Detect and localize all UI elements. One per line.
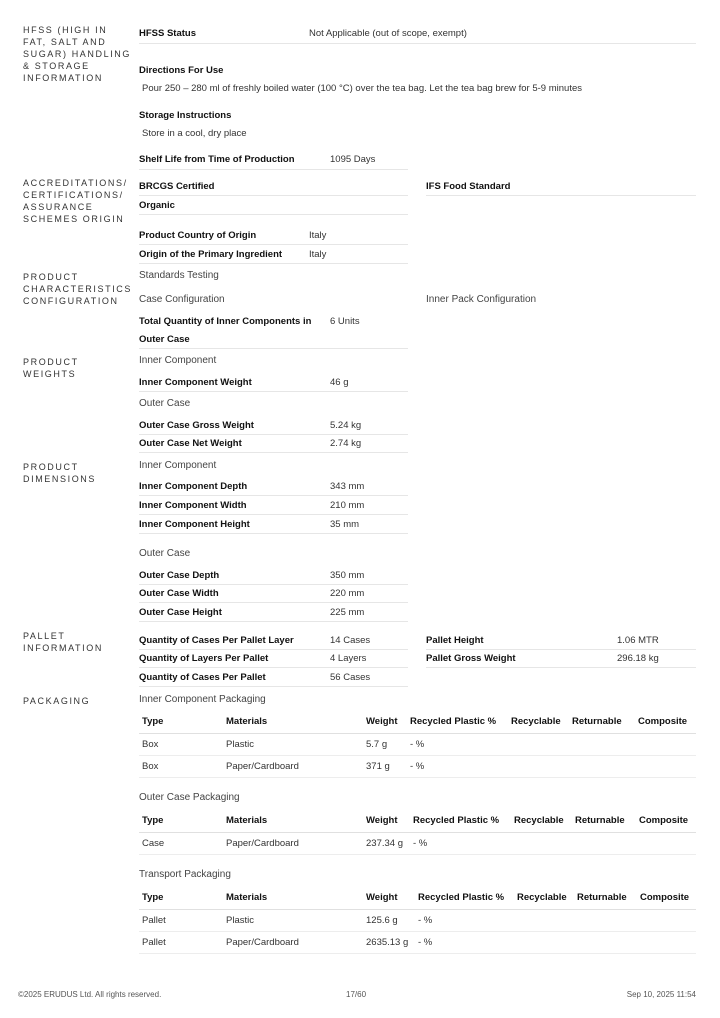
case-configuration-heading: Case Configuration xyxy=(139,294,225,305)
outer-width-label: Outer Case Width xyxy=(139,588,219,599)
col-recycled: Recycled Plastic % xyxy=(415,887,514,909)
col-materials: Materials xyxy=(223,711,363,733)
cell-type: Case xyxy=(139,832,223,854)
cases-per-pallet-value: 56 Cases xyxy=(330,672,371,683)
section-label-dimensions: PRODUCT DIMENSIONS xyxy=(23,462,97,484)
table-row xyxy=(139,733,696,755)
divider xyxy=(139,434,408,435)
cell-recycled: - % xyxy=(407,733,508,755)
pallet-height-value: 1.06 MTR xyxy=(617,635,659,646)
layers-per-pallet-value: 4 Layers xyxy=(330,653,367,664)
cell-weight: 125.6 g xyxy=(363,909,415,931)
cases-per-layer-label: Quantity of Cases Per Pallet Layer xyxy=(139,635,294,646)
cell-materials: Paper/Cardboard xyxy=(223,755,363,777)
col-composite: Composite xyxy=(636,810,696,832)
footer-date: Sep 10, 2025 11:54 xyxy=(626,990,696,999)
ifs-label: IFS Food Standard xyxy=(426,181,511,192)
inner-weight-value: 46 g xyxy=(330,377,349,388)
divider xyxy=(139,667,408,668)
col-returnable: Returnable xyxy=(574,887,637,909)
col-composite: Composite xyxy=(637,887,696,909)
col-type: Type xyxy=(139,810,223,832)
pallet-gross-weight-label: Pallet Gross Weight xyxy=(426,653,516,664)
brcgs-label: BRCGS Certified xyxy=(139,181,215,192)
inner-depth-label: Inner Component Depth xyxy=(139,481,248,492)
col-returnable: Returnable xyxy=(572,810,636,832)
col-recyclable: Recyclable xyxy=(511,810,572,832)
transport-packaging-heading: Transport Packaging xyxy=(139,869,231,880)
inner-width-label: Inner Component Width xyxy=(139,500,247,511)
cell-type: Pallet xyxy=(139,909,223,931)
inner-packaging-heading: Inner Component Packaging xyxy=(139,694,266,705)
pallet-height-label: Pallet Height xyxy=(426,635,484,646)
cell-recycled: - % xyxy=(415,931,514,953)
divider xyxy=(139,348,408,349)
pallet-gross-weight-value: 296.18 kg xyxy=(617,653,659,664)
section-label-hfss: HFSS (HIGH IN FAT, SALT AND SUGAR) HANDLING & STORAGE INFORMATION xyxy=(23,25,132,83)
inner-height-value: 35 mm xyxy=(330,519,360,530)
section-label-weights: PRODUCT WEIGHTS xyxy=(23,357,79,379)
divider xyxy=(139,43,696,44)
col-type: Type xyxy=(139,887,223,909)
cell-recycled: - % xyxy=(415,909,514,931)
outer-packaging-heading: Outer Case Packaging xyxy=(139,792,240,803)
layers-per-pallet-label: Quantity of Layers Per Pallet xyxy=(139,653,269,664)
cell-type: Box xyxy=(139,733,223,755)
col-materials: Materials xyxy=(223,887,363,909)
divider xyxy=(139,533,408,534)
col-weight: Weight xyxy=(363,711,407,733)
directions-value: Pour 250 – 280 ml of freshly boiled water (100 °C) over the tea bag. Let the tea bag brew for 5-9 minutes xyxy=(142,83,582,94)
divider xyxy=(426,667,696,668)
primary-origin-value: Italy xyxy=(309,249,327,260)
standards-testing-heading: Standards Testing xyxy=(139,270,219,281)
cell-recycled: - % xyxy=(407,755,508,777)
divider xyxy=(139,195,408,196)
total-inner-label-line2: Outer Case xyxy=(139,334,190,345)
outer-depth-value: 350 mm xyxy=(330,570,365,581)
divider xyxy=(139,263,408,264)
table-row xyxy=(139,909,696,931)
section-label-pallet: PALLET INFORMATION xyxy=(23,631,103,653)
table-row xyxy=(139,755,696,777)
primary-origin-label: Origin of the Primary Ingredient xyxy=(139,249,283,260)
col-type: Type xyxy=(139,711,223,733)
inner-depth-value: 343 mm xyxy=(330,481,365,492)
outer-depth-label: Outer Case Depth xyxy=(139,570,220,581)
col-recycled: Recycled Plastic % xyxy=(410,810,511,832)
outer-width-value: 220 mm xyxy=(330,588,365,599)
cases-per-layer-value: 14 Cases xyxy=(330,635,371,646)
hfss-status-value: Not Applicable (out of scope, exempt) xyxy=(309,28,467,39)
transport-packaging-table xyxy=(139,887,696,954)
country-origin-value: Italy xyxy=(309,230,327,241)
col-recyclable: Recyclable xyxy=(514,887,574,909)
cell-materials: Plastic xyxy=(223,733,363,755)
divider xyxy=(139,169,408,170)
divider xyxy=(139,649,408,650)
col-weight: Weight xyxy=(363,810,410,832)
cell-weight: 2635.13 g xyxy=(363,931,415,953)
cell-weight: 371 g xyxy=(363,755,407,777)
col-materials: Materials xyxy=(223,810,363,832)
col-weight: Weight xyxy=(363,887,415,909)
col-composite: Composite xyxy=(635,711,696,733)
col-recyclable: Recyclable xyxy=(508,711,569,733)
cell-type: Box xyxy=(139,755,223,777)
shelf-life-value: 1095 Days xyxy=(330,154,376,165)
inner-height-label: Inner Component Height xyxy=(139,519,250,530)
section-label-packaging: PACKAGING xyxy=(23,696,91,706)
shelf-life-label: Shelf Life from Time of Production xyxy=(139,154,295,165)
table-row xyxy=(139,832,696,854)
cell-recycled: - % xyxy=(410,832,511,854)
divider xyxy=(139,244,408,245)
directions-label: Directions For Use xyxy=(139,65,224,76)
divider xyxy=(139,584,408,585)
gross-weight-label: Outer Case Gross Weight xyxy=(139,420,254,431)
section-label-characteristics: PRODUCT CHARACTERISTICS CONFIGURATION xyxy=(23,272,133,306)
total-inner-label-line1: Total Quantity of Inner Components in xyxy=(139,316,312,327)
divider xyxy=(426,195,696,196)
hfss-status-label: HFSS Status xyxy=(139,28,197,39)
country-origin-label: Product Country of Origin xyxy=(139,230,257,241)
col-recycled: Recycled Plastic % xyxy=(407,711,508,733)
divider xyxy=(139,514,408,515)
inner-pack-configuration-heading: Inner Pack Configuration xyxy=(426,294,537,305)
divider xyxy=(139,602,408,603)
outer-height-label: Outer Case Height xyxy=(139,607,222,618)
storage-label: Storage Instructions xyxy=(139,110,232,121)
organic-label: Organic xyxy=(139,200,175,211)
col-returnable: Returnable xyxy=(569,711,635,733)
divider xyxy=(139,214,408,215)
cell-materials: Plastic xyxy=(223,909,363,931)
dimensions-outer-heading: Outer Case xyxy=(139,548,191,559)
footer-page-number: 17/60 xyxy=(346,990,367,999)
footer-copyright: ©2025 ERUDUS Ltd. All rights reserved. xyxy=(18,990,162,999)
table-row xyxy=(139,931,696,953)
gross-weight-value: 5.24 kg xyxy=(330,420,362,431)
total-inner-value: 6 Units xyxy=(330,316,360,327)
weights-inner-heading: Inner Component xyxy=(139,355,217,366)
cell-weight: 5.7 g xyxy=(363,733,407,755)
net-weight-label: Outer Case Net Weight xyxy=(139,438,242,449)
divider xyxy=(139,686,408,687)
divider xyxy=(426,649,696,650)
section-label-accreditations: ACCREDITATIONS/ CERTIFICATIONS/ ASSURANCE SCHEMES ORIGIN xyxy=(23,178,128,224)
inner-width-value: 210 mm xyxy=(330,500,365,511)
inner-weight-label: Inner Component Weight xyxy=(139,377,252,388)
cell-type: Pallet xyxy=(139,931,223,953)
outer-packaging-table xyxy=(139,810,696,855)
storage-value: Store in a cool, dry place xyxy=(142,128,247,139)
weights-outer-heading: Outer Case xyxy=(139,398,191,409)
dimensions-inner-heading: Inner Component xyxy=(139,460,217,471)
divider xyxy=(139,452,408,453)
cases-per-pallet-label: Quantity of Cases Per Pallet xyxy=(139,672,266,683)
outer-height-value: 225 mm xyxy=(330,607,365,618)
cell-weight: 237.34 g xyxy=(363,832,410,854)
divider xyxy=(139,495,408,496)
divider xyxy=(139,621,408,622)
inner-packaging-table xyxy=(139,711,696,778)
net-weight-value: 2.74 kg xyxy=(330,438,362,449)
cell-materials: Paper/Cardboard xyxy=(223,931,363,953)
cell-materials: Paper/Cardboard xyxy=(223,832,363,854)
divider xyxy=(139,391,408,392)
